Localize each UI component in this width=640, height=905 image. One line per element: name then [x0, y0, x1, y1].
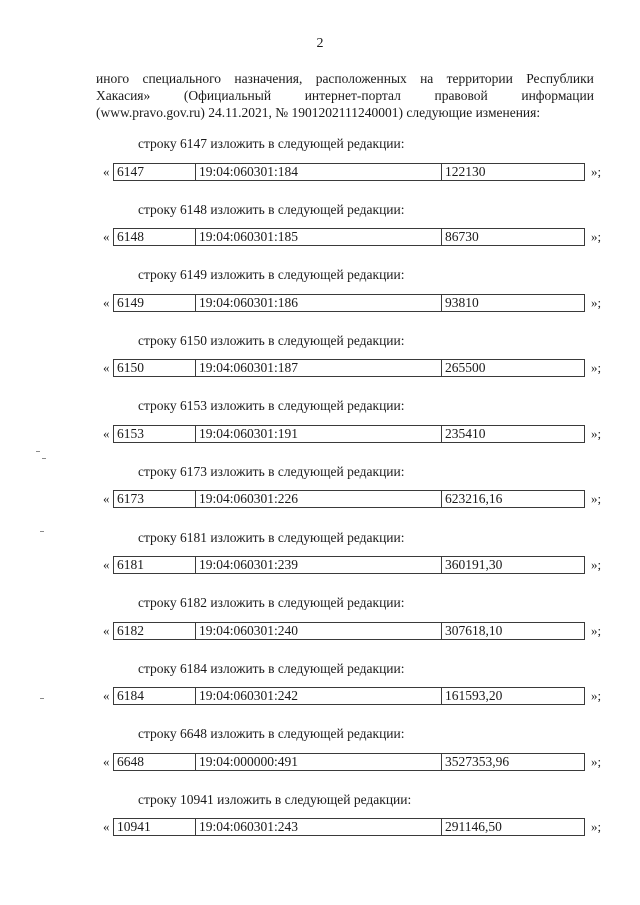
- cadastral-number-cell: 19:04:000000:491: [196, 754, 442, 770]
- opening-quote: «: [103, 557, 110, 573]
- cadastral-number-cell: 19:04:060301:240: [196, 623, 442, 639]
- scan-mark: [40, 698, 44, 699]
- opening-quote: «: [103, 163, 110, 179]
- row-number-cell: 6148: [114, 229, 196, 245]
- closing-quote: »;: [591, 294, 602, 310]
- amendment-row: [103, 687, 601, 706]
- amendment-entry: [0, 133, 640, 199]
- amendment-row: [103, 621, 601, 640]
- table-row: [113, 163, 585, 181]
- amendment-instruction: строку 6173 изложить в следующей редакции:: [138, 463, 405, 479]
- cadastral-number-cell: 19:04:060301:239: [196, 557, 442, 573]
- closing-quote: »;: [591, 753, 602, 769]
- closing-quote: »;: [591, 163, 602, 179]
- value-cell: 360191,30: [445, 557, 503, 573]
- scan-mark: [40, 531, 44, 532]
- amendment-entry: [0, 658, 640, 724]
- intro-word: Хакасия»: [96, 88, 151, 103]
- scan-mark: [36, 451, 40, 452]
- closing-quote: »;: [591, 819, 602, 835]
- closing-quote: »;: [591, 425, 602, 441]
- table-row: [113, 818, 585, 836]
- amendment-instruction: строку 6184 изложить в следующей редакции:: [138, 660, 405, 676]
- amendment-instruction: строку 6153 изложить в следующей редакции:: [138, 398, 405, 414]
- closing-quote: »;: [591, 557, 602, 573]
- opening-quote: «: [103, 819, 110, 835]
- closing-quote: »;: [591, 360, 602, 376]
- amendment-row: [103, 556, 601, 575]
- amendment-row: [103, 490, 601, 509]
- table-row: [113, 556, 585, 574]
- intro-word: информации: [521, 88, 594, 103]
- amendment-entry: [0, 461, 640, 527]
- table-row: [113, 294, 585, 312]
- opening-quote: «: [103, 229, 110, 245]
- amendment-entry: [0, 789, 640, 855]
- intro-word: территории: [446, 71, 513, 86]
- cadastral-number-cell: 19:04:060301:243: [196, 819, 442, 835]
- amendment-instruction: строку 6182 изложить в следующей редакции:: [138, 595, 405, 611]
- amendment-row: [103, 359, 601, 378]
- intro-word: на: [420, 71, 434, 86]
- opening-quote: «: [103, 753, 110, 769]
- intro-word: правовой: [434, 88, 488, 103]
- amendment-entry: [0, 527, 640, 593]
- intro-word: интернет-портал: [304, 88, 401, 103]
- amendment-instruction: строку 6148 изложить в следующей редакции:: [138, 201, 405, 217]
- amendment-row: [103, 752, 601, 771]
- cadastral-number-cell: 19:04:060301:242: [196, 688, 442, 704]
- amendment-entry: [0, 199, 640, 265]
- page-number: 2: [316, 36, 324, 51]
- intro-word: расположенных: [315, 71, 407, 86]
- intro-word: Республики: [526, 71, 594, 86]
- amendment-row: [103, 293, 601, 312]
- cadastral-number-cell: 19:04:060301:186: [196, 295, 442, 311]
- amendment-row: [103, 228, 601, 247]
- amendment-instruction: строку 6147 изложить в следующей редакции:: [138, 136, 405, 151]
- value-cell: 122130: [445, 163, 486, 179]
- closing-quote: »;: [591, 491, 602, 507]
- row-number-cell: 6150: [114, 360, 196, 376]
- intro-word: иного: [96, 71, 130, 86]
- amendment-entry: [0, 723, 640, 789]
- closing-quote: »;: [591, 688, 602, 704]
- value-cell: 93810: [445, 294, 479, 310]
- opening-quote: «: [103, 688, 110, 704]
- row-number-cell: 6648: [114, 754, 196, 770]
- closing-quote: »;: [591, 622, 602, 638]
- amendment-instruction: строку 6648 изложить в следующей редакции:: [138, 726, 405, 742]
- amendment-instruction: строку 10941 изложить в следующей редакции:: [138, 791, 412, 807]
- table-row: [113, 228, 585, 246]
- amendment-row: [103, 424, 601, 443]
- table-row: [113, 622, 585, 640]
- intro-line-1: [96, 70, 594, 87]
- amendment-entry: [0, 592, 640, 658]
- amendment-row: [103, 818, 601, 837]
- row-number-cell: 6153: [114, 426, 196, 442]
- amendment-instruction: строку 6150 изложить в следующей редакции:: [138, 332, 405, 348]
- closing-quote: »;: [591, 229, 602, 245]
- amendment-list: [0, 133, 640, 855]
- opening-quote: «: [103, 294, 110, 310]
- row-number-cell: 6149: [114, 295, 196, 311]
- row-number-cell: 6173: [114, 491, 196, 507]
- opening-quote: «: [103, 622, 110, 638]
- amendment-instruction: строку 6181 изложить в следующей редакции:: [138, 529, 405, 545]
- row-number-cell: 6182: [114, 623, 196, 639]
- amendment-entry: [0, 264, 640, 330]
- value-cell: 86730: [445, 229, 479, 245]
- cadastral-number-cell: 19:04:060301:187: [196, 360, 442, 376]
- value-cell: 161593,20: [445, 688, 503, 704]
- cadastral-number-cell: 19:04:060301:226: [196, 491, 442, 507]
- value-cell: 307618,10: [445, 622, 503, 638]
- amendment-entry: [0, 395, 640, 461]
- value-cell: 265500: [445, 360, 486, 376]
- intro-paragraph: [96, 70, 594, 121]
- cadastral-number-cell: 19:04:060301:184: [196, 164, 442, 180]
- intro-word: специального: [142, 71, 222, 86]
- row-number-cell: 6184: [114, 688, 196, 704]
- table-row: [113, 687, 585, 705]
- opening-quote: «: [103, 360, 110, 376]
- table-row: [113, 425, 585, 443]
- row-number-cell: 6147: [114, 164, 196, 180]
- intro-word: назначения,: [234, 71, 303, 86]
- row-number-cell: 6181: [114, 557, 196, 573]
- table-row: [113, 753, 585, 771]
- intro-word: (Официальный: [183, 88, 272, 103]
- opening-quote: «: [103, 491, 110, 507]
- table-row: [113, 490, 585, 508]
- value-cell: 3527353,96: [445, 753, 510, 769]
- value-cell: 235410: [445, 425, 486, 441]
- value-cell: 291146,50: [445, 819, 502, 835]
- amendment-entry: [0, 330, 640, 396]
- intro-line-3: (www.pravo.gov.ru) 24.11.2021, № 1901202111240001) следующие изменения:: [96, 105, 541, 120]
- intro-line-2: [96, 87, 594, 104]
- amendment-row: [103, 162, 601, 181]
- cadastral-number-cell: 19:04:060301:191: [196, 426, 442, 442]
- amendment-instruction: строку 6149 изложить в следующей редакции:: [138, 267, 405, 283]
- cadastral-number-cell: 19:04:060301:185: [196, 229, 442, 245]
- row-number-cell: 10941: [114, 819, 196, 835]
- opening-quote: «: [103, 425, 110, 441]
- table-row: [113, 359, 585, 377]
- scan-mark: [42, 458, 46, 459]
- value-cell: 623216,16: [445, 491, 503, 507]
